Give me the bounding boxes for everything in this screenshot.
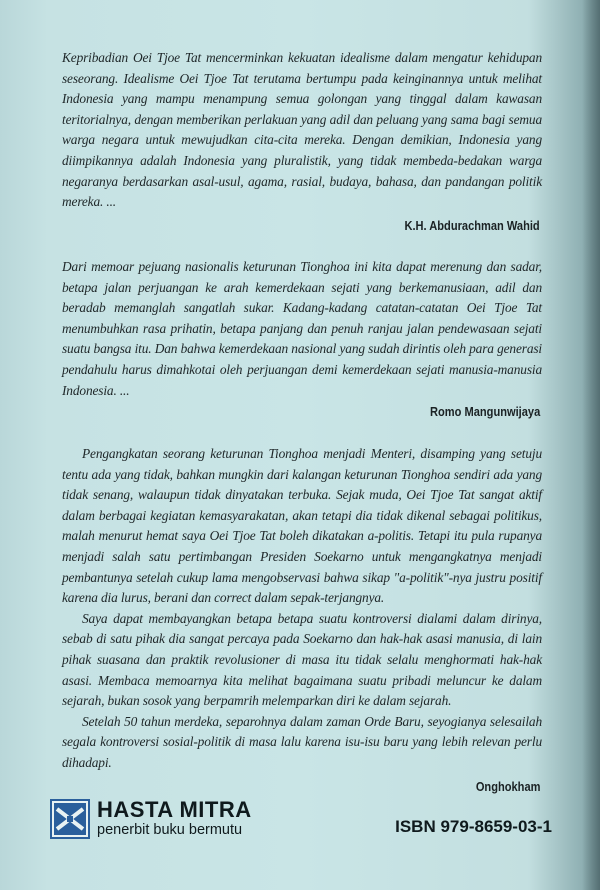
publisher-tagline: penerbit buku bermutu bbox=[97, 822, 243, 838]
endorsement-mangunwijaya bbox=[62, 257, 542, 401]
endorsement-wahid bbox=[62, 48, 542, 213]
author-mangunwijaya: Romo Mangunwijaya bbox=[429, 405, 540, 419]
endorsement-onghokham bbox=[62, 444, 542, 774]
hasta-mitra-logo-icon bbox=[50, 799, 90, 839]
publisher-name: HASTA MITRA bbox=[97, 797, 252, 822]
author-onghokham: Onghokham bbox=[475, 780, 540, 794]
isbn-number: ISBN 979-8659-03-1 bbox=[395, 817, 552, 836]
endorsement-paragraph: Setelah 50 tahun merdeka, separohnya dalam zaman Orde Baru, seyogianya selesailah segala kontroversi sosial-politik di masa lalu karena isu-isu baru yang lebih relevan perlu dihadapi. bbox=[62, 713, 542, 770]
endorsement-paragraph: Saya dapat membayangkan betapa betapa suatu kontroversi dialami dalam dirinya, sebab di satu pihak dia sangat percaya pada Soekarno dan hak-hak asasi manusia, di lain pihak suasana dan praktik revolusioner di masa itu tidak selalu menghormati hak-hak asasi. Membaca memoarnya kita melihat bagaimana suatu pribadi meluncur ke dalam sejarah, bukan sosok yang berpamrih melemparkan diri ke dalam sejarah. bbox=[62, 610, 542, 709]
endorsement-paragraph: Pengangkatan seorang keturunan Tionghoa menjadi Menteri, disamping yang setuju tentu ada yang tidak, bahkan mungkin dari kalangan keturunan Tionghoa sendiri ada yang tidak senang, walaupun tidak dinyatakan terbuka. Sejak muda, Oei Tjoe Tat sangat aktif dalam berbagai kegiatan kemasyarakatan, akan tetapi dia tidak dikenal sebagai politikus, malah menurut hemat saya Oei Tjoe Tat boleh dikatakan a-politis. Tetapi itu pula rupanya menjadi salah satu pertimbangan Presiden Soekarno untuk mengangkatnya menjadi pembantunya setelah cukup lama mengobservasi bahwa sikap "a-politik"-nya justru positif karena dia lurus, berani dan correct dalam sepak-terjangnya. bbox=[62, 446, 542, 606]
endorsement-paragraph: Kepribadian Oei Tjoe Tat mencerminkan kekuatan idealisme dalam mengatur kehidupan seseorang. Idealisme Oei Tjoe Tat terutama bertumpu pada keinginannya untuk melihat Indonesia yang mampu menampung semua golongan yang tinggal dalam kawasan teritorialnya, dengan memberikan perlakuan yang adil dan peluang yang sama bagi semua warga negara untuk mewujudkan cita-cita mereka. Dengan demikian, Indonesia yang diimpikannya adalah Indonesia yang pluralistik, yang tidak membeda-bedakan warga negaranya berdasarkan asal-usul, agama, rasial, budaya, bahasa, dan pandangan politik mereka. ... bbox=[62, 50, 542, 210]
author-wahid: K.H. Abdurachman Wahid bbox=[404, 219, 540, 233]
endorsement-paragraph: Dari memoar pejuang nasionalis keturunan Tionghoa ini kita dapat merenung dan sadar, betapa jalan perjuangan ke arah kemerdekaan sejati yang berkemanusiaan, adil dan beradab memanglah sangatlah sukar. Kadang-kadang catatan-catatan Oei Tjoe Tat menumbuhkan rasa prihatin, betapa panjang dan penuh ranjau jalan pendewasaan sejati suatu bangsa itu. Dan bahwa kemerdekaan nasional yang sudah dirintis oleh para generasi pendahulu harus dimahkotai oleh perjuangan demi kemerdekaan sejati manusia-manusia Indonesia. ... bbox=[62, 259, 542, 398]
